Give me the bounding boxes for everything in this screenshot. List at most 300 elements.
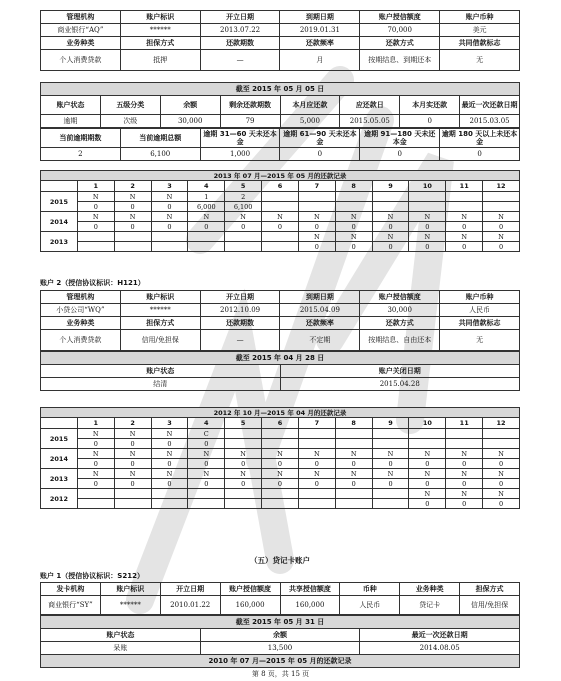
amount-cell: 0 [483, 459, 520, 469]
amount-cell [298, 499, 335, 509]
cell: 无 [440, 50, 520, 71]
amount-cell [225, 242, 262, 252]
amount-cell: 0 [446, 222, 483, 232]
amount-cell: 0 [188, 439, 225, 449]
status-cell: N [446, 449, 483, 459]
cell: 美元 [440, 24, 520, 37]
status-cell: N [188, 212, 225, 222]
amount-cell: 0 [114, 202, 151, 212]
col-header: 当前逾期总额 [120, 129, 200, 148]
col-header: 逾期 180 天以上未还本金 [440, 129, 520, 148]
status-cell: N [409, 232, 446, 242]
cell: 按期结息、自由还本 [360, 330, 440, 351]
amount-cell: 0 [188, 479, 225, 489]
amount-cell: 0 [114, 479, 151, 489]
amount-cell [446, 439, 483, 449]
status-cell [372, 489, 409, 499]
page-footer: 第 8 页，共 15 页 [251, 670, 310, 678]
status-cell: N [151, 212, 188, 222]
amount-cell: 6,100 [225, 202, 262, 212]
cell: 2014.08.05 [360, 642, 520, 655]
status-cell [446, 429, 483, 439]
cell: 月 [280, 50, 360, 71]
month-header: 4 [188, 181, 225, 192]
col-header: 业务种类 [41, 317, 121, 330]
amount-cell: 0 [77, 202, 114, 212]
col-header: 账户授信额度 [360, 11, 440, 24]
status-cell [225, 489, 262, 499]
amount-cell [372, 439, 409, 449]
amount-cell [225, 499, 262, 509]
col-header: 逾期 31—60 天未还本金 [200, 129, 280, 148]
amount-cell: 0 [225, 222, 262, 232]
status-cell [151, 489, 188, 499]
status-cell: N [77, 212, 114, 222]
status-cell: 1 [188, 192, 225, 202]
status-cell: N [151, 449, 188, 459]
amount-cell [77, 242, 114, 252]
status-cell [77, 489, 114, 499]
amount-cell [335, 439, 372, 449]
amount-cell [298, 439, 335, 449]
cell: 2012.10.09 [200, 304, 280, 317]
col-header: 还款期数 [200, 37, 280, 50]
amount-cell [262, 499, 299, 509]
month-header: 12 [483, 181, 520, 192]
status-cell: N [298, 232, 335, 242]
status-cell: N [298, 469, 335, 479]
amount-cell: 0 [114, 459, 151, 469]
status-cell [335, 489, 372, 499]
status-cell: N [262, 449, 299, 459]
col-header: 到期日期 [280, 11, 360, 24]
status-cell [262, 232, 299, 242]
amount-cell: 0 [446, 459, 483, 469]
cell: 抵押 [120, 50, 200, 71]
col-header: 账户授信额度 [360, 291, 440, 304]
col-header: 还款方式 [360, 37, 440, 50]
month-header: 5 [225, 418, 262, 429]
status-cell: N [409, 469, 446, 479]
col-header: 共享授信额度 [280, 583, 340, 596]
grid-corner [41, 418, 78, 429]
amount-cell: 0 [335, 242, 372, 252]
status-cell [409, 192, 446, 202]
cell: 160,000 [280, 596, 340, 615]
status-cell: C [188, 429, 225, 439]
amount-cell [372, 202, 409, 212]
status-cell: N [77, 469, 114, 479]
amount-cell: 0 [483, 499, 520, 509]
amount-cell: 0 [483, 242, 520, 252]
month-header: 2 [114, 418, 151, 429]
cell: 信用/免担保 [460, 596, 520, 615]
status-cell: N [225, 449, 262, 459]
cell: 0 [360, 148, 440, 161]
amount-cell: 0 [114, 439, 151, 449]
cell: 2013.07.22 [200, 24, 280, 37]
amount-cell [409, 202, 446, 212]
amount-cell: 0 [409, 459, 446, 469]
status-cell: N [114, 449, 151, 459]
col-header: 账户标识 [120, 291, 200, 304]
month-header: 4 [188, 418, 225, 429]
amount-cell [151, 242, 188, 252]
amount-cell: 0 [298, 479, 335, 489]
status-cell: N [335, 449, 372, 459]
amount-cell: 0 [77, 222, 114, 232]
account2-label: 账户 2（授信协议标识：H121） [40, 279, 145, 287]
cell: 小贷公司“WQ” [41, 304, 121, 317]
col-header: 本月应还款 [280, 96, 340, 115]
cell: — [200, 330, 280, 351]
amount-cell: 0 [262, 479, 299, 489]
status-cell: N [483, 449, 520, 459]
amount-cell: 0 [225, 459, 262, 469]
status-cell [335, 192, 372, 202]
status-cell: N [483, 212, 520, 222]
account1-header-table [40, 10, 520, 71]
amount-cell: 0 [409, 479, 446, 489]
month-header: 6 [262, 181, 299, 192]
cell: 2015.04.09 [280, 304, 360, 317]
year-label: 2013 [41, 232, 78, 252]
cell: 30,000 [360, 304, 440, 317]
status-cell: N [114, 469, 151, 479]
col-header: 账户状态 [41, 96, 101, 115]
month-header: 1 [77, 181, 114, 192]
col-header: 开立日期 [200, 11, 280, 24]
status-cell [151, 232, 188, 242]
cell: 0 [280, 148, 360, 161]
amount-cell: 0 [483, 479, 520, 489]
amount-cell [483, 439, 520, 449]
col-header: 还款频率 [280, 37, 360, 50]
status-cell: N [77, 449, 114, 459]
cell: 人民币 [340, 596, 400, 615]
col-header: 账户币种 [440, 291, 520, 304]
cell: 逾期 [41, 115, 101, 128]
status-cell: 2 [225, 192, 262, 202]
col-header: 账户状态 [41, 365, 281, 378]
status-cell: N [77, 192, 114, 202]
amount-cell: 0 [151, 439, 188, 449]
status-cell: N [225, 212, 262, 222]
col-header: 共同借款标志 [440, 317, 520, 330]
amount-cell: 0 [225, 479, 262, 489]
year-label: 2015 [41, 429, 78, 449]
status-cell [114, 489, 151, 499]
status-cell: N [335, 232, 372, 242]
cell: 个人消费贷款 [41, 50, 121, 71]
status-cell [298, 489, 335, 499]
month-header: 12 [483, 418, 520, 429]
col-header: 业务种类 [41, 37, 121, 50]
cell: 贷记卡 [400, 596, 460, 615]
status-cell [483, 429, 520, 439]
amount-cell: 0 [77, 479, 114, 489]
card1-label: 账户 1（授信协议标识：S212） [40, 572, 144, 580]
amount-cell: 0 [77, 439, 114, 449]
history-title: 2013 年 07 月—2015 年 05 月的还款记录 [41, 171, 520, 181]
cell: 呆账 [41, 642, 201, 655]
cell: 0 [440, 148, 520, 161]
amount-cell: 0 [335, 459, 372, 469]
col-header: 账户关闭日期 [280, 365, 520, 378]
status-cell: N [372, 469, 409, 479]
month-header: 3 [151, 181, 188, 192]
status-cell: N [409, 489, 446, 499]
year-label: 2014 [41, 449, 78, 469]
status-cell: N [483, 489, 520, 499]
status-cell [298, 192, 335, 202]
cell: — [200, 50, 280, 71]
amount-cell [114, 499, 151, 509]
col-header: 剩余还款期数 [220, 96, 280, 115]
status-cell: N [151, 192, 188, 202]
amount-cell: 0 [446, 479, 483, 489]
col-header: 账户币种 [440, 11, 520, 24]
amount-cell: 0 [409, 222, 446, 232]
as-of-date: 截至 2015 年 04 月 28 日 [41, 352, 520, 365]
as-of-date: 截至 2015 年 05 月 05 日 [41, 83, 520, 96]
amount-cell: 0 [298, 222, 335, 232]
cell: 信用/免担保 [120, 330, 200, 351]
col-header: 共同借款标志 [440, 37, 520, 50]
month-header: 3 [151, 418, 188, 429]
col-header: 应还款日 [340, 96, 400, 115]
status-cell: N [151, 429, 188, 439]
cell: 79 [220, 115, 280, 128]
amount-cell: 0 [151, 459, 188, 469]
status-cell: N [298, 212, 335, 222]
cell: 160,000 [220, 596, 280, 615]
col-header: 余额 [200, 629, 360, 642]
col-header: 担保方式 [120, 317, 200, 330]
amount-cell: 0 [151, 202, 188, 212]
year-label: 2015 [41, 192, 78, 212]
cell: 按期结息、到期还本 [360, 50, 440, 71]
amount-cell: 6,000 [188, 202, 225, 212]
amount-cell [335, 202, 372, 212]
col-header: 开立日期 [200, 291, 280, 304]
cell: 人民币 [440, 304, 520, 317]
amount-cell: 0 [483, 222, 520, 232]
cell: 5,000 [280, 115, 340, 128]
amount-cell: 0 [114, 222, 151, 232]
col-header: 逾期 91—180 天未还本金 [360, 129, 440, 148]
status-cell: N [151, 469, 188, 479]
status-cell [335, 429, 372, 439]
col-header: 担保方式 [120, 37, 200, 50]
cell: 1,000 [200, 148, 280, 161]
amount-cell: 0 [372, 242, 409, 252]
col-header: 账户标识 [100, 583, 160, 596]
cell: 0 [400, 115, 460, 128]
amount-cell [446, 202, 483, 212]
amount-cell: 0 [446, 499, 483, 509]
month-header: 11 [446, 181, 483, 192]
col-header: 开立日期 [160, 583, 220, 596]
status-cell: N [446, 232, 483, 242]
cell: 商业银行“SY” [41, 596, 101, 615]
col-header: 账户授信额度 [220, 583, 280, 596]
col-header: 业务种类 [400, 583, 460, 596]
amount-cell: 0 [151, 222, 188, 232]
status-cell [225, 232, 262, 242]
amount-cell [262, 242, 299, 252]
month-header: 2 [114, 181, 151, 192]
status-cell: N [262, 469, 299, 479]
col-header: 本月实还款 [400, 96, 460, 115]
amount-cell: 0 [409, 242, 446, 252]
cell: 结清 [41, 378, 281, 391]
amount-cell [151, 499, 188, 509]
month-header: 9 [372, 181, 409, 192]
amount-cell: 0 [151, 479, 188, 489]
amount-cell: 0 [446, 242, 483, 252]
status-cell: N [446, 489, 483, 499]
status-cell [372, 429, 409, 439]
amount-cell: 0 [262, 459, 299, 469]
section-title: （五）贷记卡账户 [250, 556, 310, 565]
month-header: 10 [409, 181, 446, 192]
account2-history-table [40, 407, 520, 509]
cell: 个人消费贷款 [41, 330, 121, 351]
status-cell: N [483, 232, 520, 242]
amount-cell: 0 [298, 459, 335, 469]
status-cell [114, 232, 151, 242]
status-cell: N [114, 192, 151, 202]
amount-cell [335, 499, 372, 509]
cell: 13,500 [200, 642, 360, 655]
status-cell [262, 489, 299, 499]
cell: ****** [120, 304, 200, 317]
status-cell: N [298, 449, 335, 459]
col-header: 发卡机构 [41, 583, 101, 596]
cell: 2010.01.22 [160, 596, 220, 615]
month-header: 9 [372, 418, 409, 429]
status-cell [225, 429, 262, 439]
month-header: 5 [225, 181, 262, 192]
col-header: 账户标识 [120, 11, 200, 24]
amount-cell [188, 242, 225, 252]
cell: 70,000 [360, 24, 440, 37]
status-cell: N [262, 212, 299, 222]
col-header: 还款方式 [360, 317, 440, 330]
col-header: 还款期数 [200, 317, 280, 330]
year-label: 2013 [41, 469, 78, 489]
amount-cell [372, 499, 409, 509]
grid-corner [41, 181, 78, 192]
cell: ****** [100, 596, 160, 615]
month-header: 11 [446, 418, 483, 429]
amount-cell: 0 [335, 479, 372, 489]
amount-cell: 0 [188, 222, 225, 232]
status-cell: N [114, 212, 151, 222]
amount-cell: 0 [372, 459, 409, 469]
status-cell: N [372, 449, 409, 459]
cell: 次级 [100, 115, 160, 128]
col-header: 余额 [160, 96, 220, 115]
status-cell: N [409, 212, 446, 222]
col-header: 五级分类 [100, 96, 160, 115]
status-cell [409, 429, 446, 439]
cell: 商业银行“AQ” [41, 24, 121, 37]
status-cell [188, 232, 225, 242]
col-header: 最近一次还款日期 [460, 96, 520, 115]
amount-cell [188, 499, 225, 509]
month-header: 8 [335, 181, 372, 192]
col-header: 还款频率 [280, 317, 360, 330]
history-title: 2012 年 10 月—2015 年 04 月的还款记录 [41, 408, 520, 418]
cell: 2019.01.31 [280, 24, 360, 37]
cell: 2015.04.28 [280, 378, 520, 391]
status-cell [483, 192, 520, 202]
account1-history-table [40, 170, 520, 252]
col-header: 管理机构 [41, 291, 121, 304]
status-cell: N [483, 469, 520, 479]
amount-cell [262, 439, 299, 449]
cell: 2 [41, 148, 121, 161]
amount-cell: 0 [409, 499, 446, 509]
status-cell [188, 489, 225, 499]
month-header: 6 [262, 418, 299, 429]
as-of-date: 截至 2015 年 05 月 31 日 [41, 616, 520, 629]
status-cell: N [188, 469, 225, 479]
cell: 不定期 [280, 330, 360, 351]
col-header: 到期日期 [280, 291, 360, 304]
col-header: 逾期 61—90 天未还本金 [280, 129, 360, 148]
status-cell: N [188, 449, 225, 459]
amount-cell [262, 202, 299, 212]
amount-cell [225, 439, 262, 449]
amount-cell: 0 [335, 222, 372, 232]
status-cell: N [372, 212, 409, 222]
status-cell [446, 192, 483, 202]
year-label: 2012 [41, 489, 78, 509]
card1-header-table [40, 582, 520, 668]
status-cell [262, 429, 299, 439]
status-cell: N [335, 469, 372, 479]
cell: 2015.05.05 [340, 115, 400, 128]
status-cell: N [77, 429, 114, 439]
col-header: 最近一次还款日期 [360, 629, 520, 642]
cell: 2015.03.05 [460, 115, 520, 128]
amount-cell [114, 242, 151, 252]
account2-header-table [40, 290, 520, 391]
month-header: 8 [335, 418, 372, 429]
status-cell: N [335, 212, 372, 222]
status-cell [77, 232, 114, 242]
amount-cell: 0 [372, 222, 409, 232]
status-cell [262, 192, 299, 202]
col-header: 币种 [340, 583, 400, 596]
amount-cell: 0 [372, 479, 409, 489]
month-header: 10 [409, 418, 446, 429]
amount-cell: 0 [298, 242, 335, 252]
status-cell [298, 429, 335, 439]
status-cell: N [225, 469, 262, 479]
status-cell: N [372, 232, 409, 242]
cell: 无 [440, 330, 520, 351]
account1-status-table [40, 82, 520, 161]
amount-cell [409, 439, 446, 449]
amount-cell: 0 [188, 459, 225, 469]
year-label: 2014 [41, 212, 78, 232]
history-title: 2010 年 07 月—2015 年 05 月的还款记录 [41, 655, 520, 668]
col-header: 担保方式 [460, 583, 520, 596]
